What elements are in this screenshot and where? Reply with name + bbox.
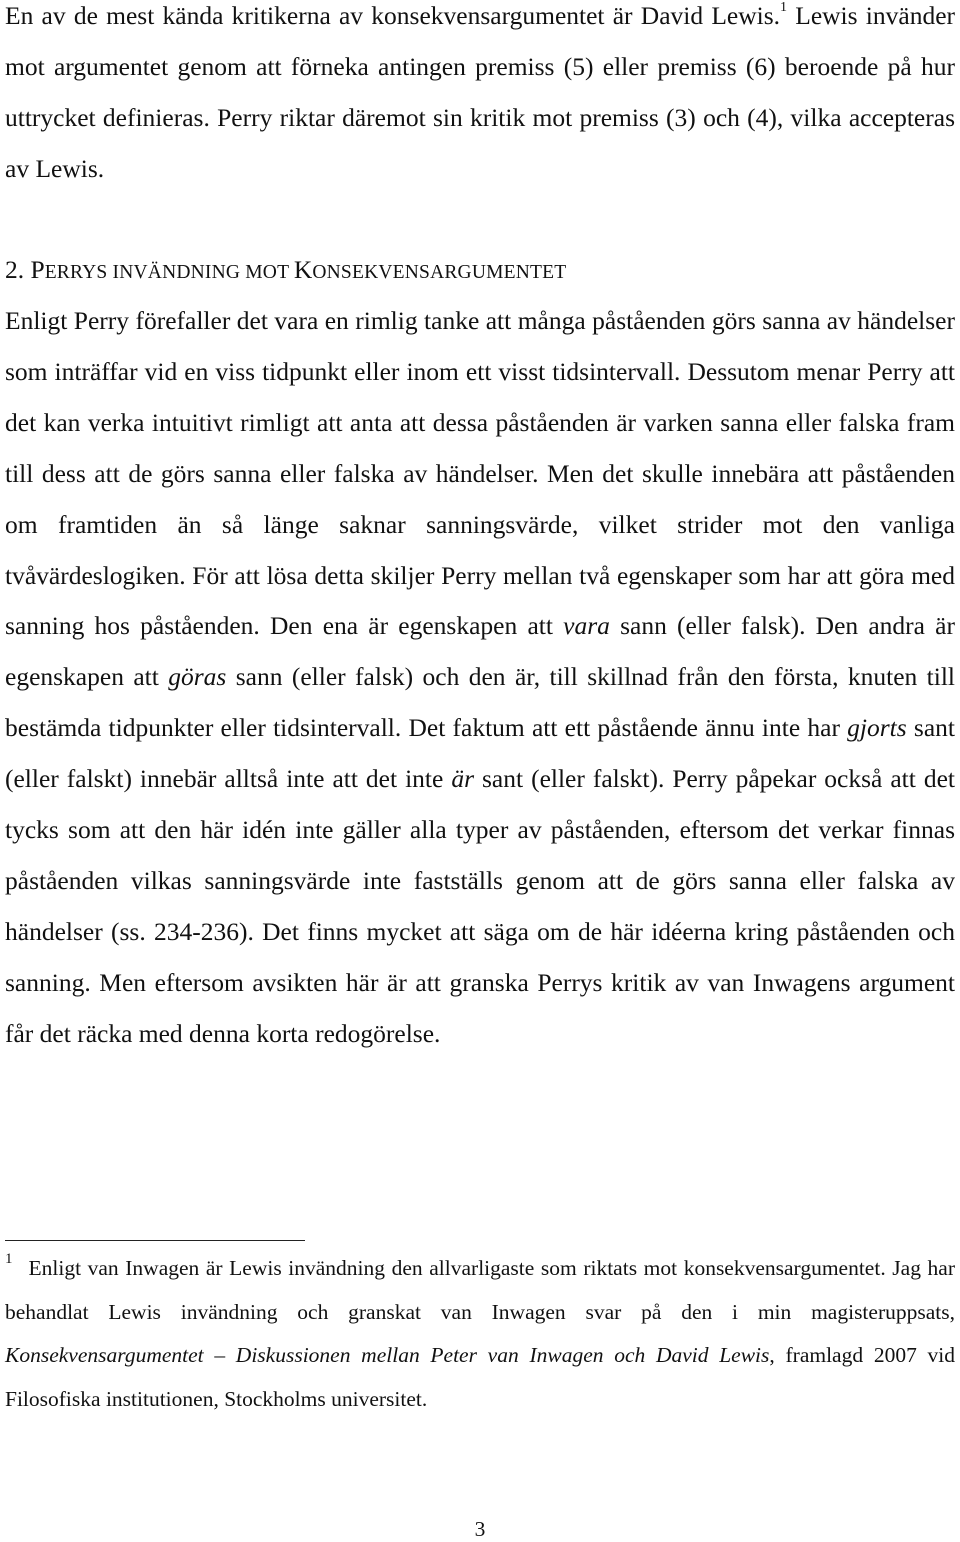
section-heading	[5, 245, 566, 299]
paragraph-intro-text: En av de mest kända kritikerna av konsekvensargumentet är David Lewis.	[5, 1, 781, 30]
footnote-italic-title: Konsekvensargumentet – Diskussionen mellan Peter van Inwagen och David Lewis	[5, 1343, 770, 1367]
heading-rest: ERRYS INVÄNDNING MOT	[44, 262, 294, 283]
body-text-1: Enligt Perry förefaller det vara en rimlig tanke att många påståenden görs sanna av händelser som inträffar vid en viss tidpunkt eller inom ett visst tidsintervall. Dessutom menar Perry att det kan verka intuitivt rimligt att anta att dessa påståenden är varken sanna eller falska fram till dess att de görs sanna eller falska av händelser. Men det skulle innebära att påståenden om framtiden än så länge saknar sanningsvärde, vilket strider mot den vanliga tvåvärdeslogiken. För att lösa detta skiljer Perry mellan två egenskaper som har att göra med sanning hos påståenden. Den ena är egenskapen att	[5, 306, 955, 641]
heading-initial-k: K	[293, 255, 313, 284]
body-text-3: sann (eller falsk) och den är, till skillnad från den första, knuten till bestämda tidpunkter eller tidsintervall. Det faktum att ett påstående ännu inte har	[5, 662, 955, 743]
body-text-5: sant (eller falskt). Perry påpekar också att det tycks som att den här idén inte gäller alla typer av påståenden, eftersom det verkar finnas påståenden vilkas sanningsvärde inte fastställs genom att de görs sanna eller falska av händelser (ss. 234-236). Det finns mycket att säga om de här idéerna kring påståenden och sanning. Men eftersom avsikten här är att granska Perrys kritik av van Inwagens argument får det räcka med denna korta redogörelse.	[5, 764, 955, 1048]
heading-initial: P	[30, 255, 45, 284]
body-italic-vara: vara	[563, 611, 610, 641]
paragraph-body	[5, 296, 955, 1060]
heading-rest-2: ONSEKVENSARGUMENTET	[312, 262, 567, 283]
footnote	[5, 1247, 955, 1421]
body-italic-gjorts: gjorts	[847, 713, 907, 743]
footnote-reference[interactable]: 1	[780, 0, 788, 15]
paragraph-intro	[5, 0, 955, 195]
footnote-text-2: , framlagd 2007 vid Filosofiska institutionen, Stockholms universitet.	[5, 1343, 956, 1411]
body-italic-goras: göras	[168, 662, 227, 692]
section-number: 2.	[5, 255, 25, 284]
footnote-text-1: Enligt van Inwagen är Lewis invändning den allvarligaste som riktats mot konsekvensargumentet. Jag har behandlat Lewis invändning och granskat van Inwagen svar på den i min magisteruppsats,	[5, 1256, 955, 1324]
paragraph-intro-text-cont: Lewis invänder mot argumentet genom att förneka antingen premiss (5) eller premiss (6) beroende på hur uttrycket definieras. Perry riktar däremot sin kritik mot premiss (3) och (4), vilka accepteras av Lewis.	[5, 1, 955, 183]
body-text-4: sant (eller falskt) innebär alltså inte att det inte	[5, 713, 956, 794]
body-italic-ar: är	[451, 764, 474, 794]
footnote-number: 1	[5, 1251, 13, 1267]
footnote-divider	[5, 1240, 305, 1241]
body-text-2: sann (eller falsk). Den andra är egenskapen att	[5, 611, 955, 692]
page-number: 3	[474, 1517, 486, 1541]
